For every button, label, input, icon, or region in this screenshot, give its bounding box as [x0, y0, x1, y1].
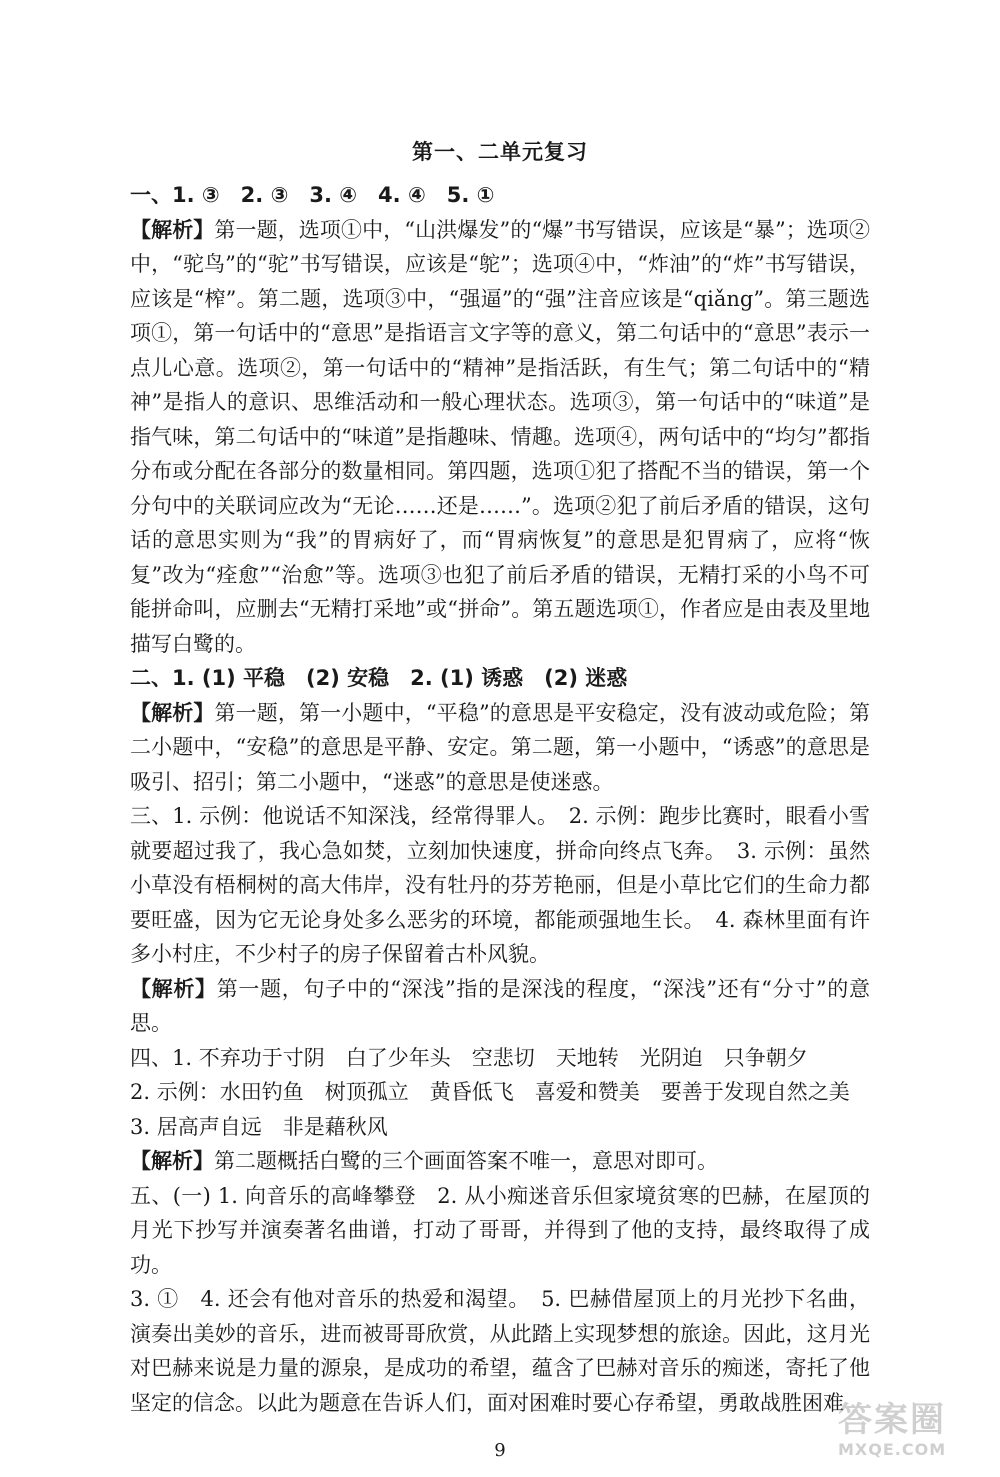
watermark-logo: [838, 1400, 978, 1470]
section-1-analysis: [130, 213, 870, 662]
answer-content: [130, 178, 870, 1420]
analysis-text: 第一题，句子中的“深浅”指的是深浅的程度，“深浅”还有“分寸”的意思。: [130, 976, 870, 1035]
analysis-label: 【解析】: [130, 217, 215, 242]
analysis-text: 第二题概括白鹭的三个画面答案不唯一，意思对即可。: [214, 1149, 718, 1173]
section-4-analysis: [130, 1144, 870, 1179]
section-5-answer-continued: 3. ① 4. 还会有他对音乐的热爱和渴望。 5. 巴赫借屋顶上的月光抄下名曲，演奏出美妙的音乐，进而被哥哥欣赏，从此踏上实现梦想的旅途。因此，这月光对巴赫来说是力量的源泉，是成功的希望，蕴含了巴赫对音乐的痴迷，寄托了他坚定的信念。以此为题意在告诉人们，面对困难时要心存希望，勇敢战胜困难: [130, 1287, 870, 1415]
page-title: 第一、二单元复习: [412, 140, 588, 164]
page-number: 9: [494, 1440, 506, 1461]
section-1-answer: 一、1. ③ 2. ③ 3. ④ 4. ④ 5. ①: [130, 183, 495, 207]
analysis-label: 【解析】: [130, 700, 215, 725]
section-3-analysis: [130, 972, 870, 1041]
analysis-label: 【解析】: [130, 976, 217, 1001]
section-2-answer: 二、1. (1) 平稳 (2) 安稳 2. (1) 诱惑 (2) 迷惑: [130, 666, 628, 690]
watermark-title: 答案圈: [838, 1400, 946, 1440]
section-5-answer: 五、(一) 1. 向音乐的高峰攀登 2. 从小痴迷音乐但家境贫寒的巴赫，在屋顶的月光下抄写并演奏著名曲谱，打动了哥哥，并得到了他的支持，最终取得了成功。: [130, 1183, 870, 1277]
section-2-analysis: [130, 696, 870, 800]
section-4-answer-line-2: 2. 示例：水田钓鱼 树顶孤立 黄昏低飞 喜爱和赞美 要善于发现自然之美: [130, 1080, 850, 1104]
analysis-text: 第一题，第一小题中，“平稳”的意思是平安稳定，没有波动或危险；第二小题中，“安稳”的意思是平静、安定。第二题，第一小题中，“诱惑”的意思是吸引、招引；第二小题中，“迷惑”的意思是使迷惑。: [130, 700, 870, 794]
section-4-answer-line-1: 四、1. 不弃功于寸阴 白了少年头 空悲切 天地转 光阴迫 只争朝夕: [130, 1045, 808, 1070]
analysis-label: 【解析】: [130, 1149, 214, 1173]
section-4-answer-line-3: 3. 居高声自远 非是藉秋风: [130, 1114, 388, 1139]
section-3-answer: 三、1. 示例：他说话不知深浅，经常得罪人。 2. 示例：跑步比赛时，眼看小雪就要超过我了，我心急如焚，立刻加快速度，拼命向终点飞奔。 3. 示例：虽然小草没有梧桐树的高大伟岸，没有牡丹的芬芳艳丽，但是小草比它们的生命力都要旺盛，因为它无论身处多么恶劣的环境，都能顽强地生长。 4. 森林里面有许多小村庄，不少村子的房子保留着古朴风貌。: [130, 804, 870, 966]
watermark-site: MXQE.COM: [838, 1440, 947, 1459]
analysis-text: 第一题，选项①中，“山洪爆发”的“爆”书写错误，应该是“暴”；选项②中，“驼鸟”的“驼”书写错误，应该是“鸵”；选项④中，“炸油”的“炸”书写错误，应该是“榨”。第二题，选项③中，“强逼”的“强”注音应该是“qiǎng”。第三题选项①，第一句话中的“意思”是指语言文字等的意义，第二句话中的“意思”表示一点儿心意。选项②，第一句话中的“精神”是指活跃，有生气；第二句话中的“精神”是指人的意识、思维活动和一般心理状态。选项③，第一句话中的“味道”是指气味，第二句话中的“味道”是指趣味、情趣。选项④，两句话中的“均匀”都指分布或分配在各部分的数量相同。第四题，选项①犯了搭配不当的错误，第一个分句中的关联词应改为“无论……还是……”。选项②犯了前后矛盾的错误，这句话的意思实则为“我”的胃病好了，而“胃病恢复”的意思是犯胃病了，应将“恢复”改为“痊愈”“治愈”等。选项③也犯了前后矛盾的错误，无精打采的小鸟不可能拼命叫，应删去“无精打采地”或“拼命”。第五题选项①，作者应是由表及里地描写白鹭的。: [130, 217, 870, 656]
